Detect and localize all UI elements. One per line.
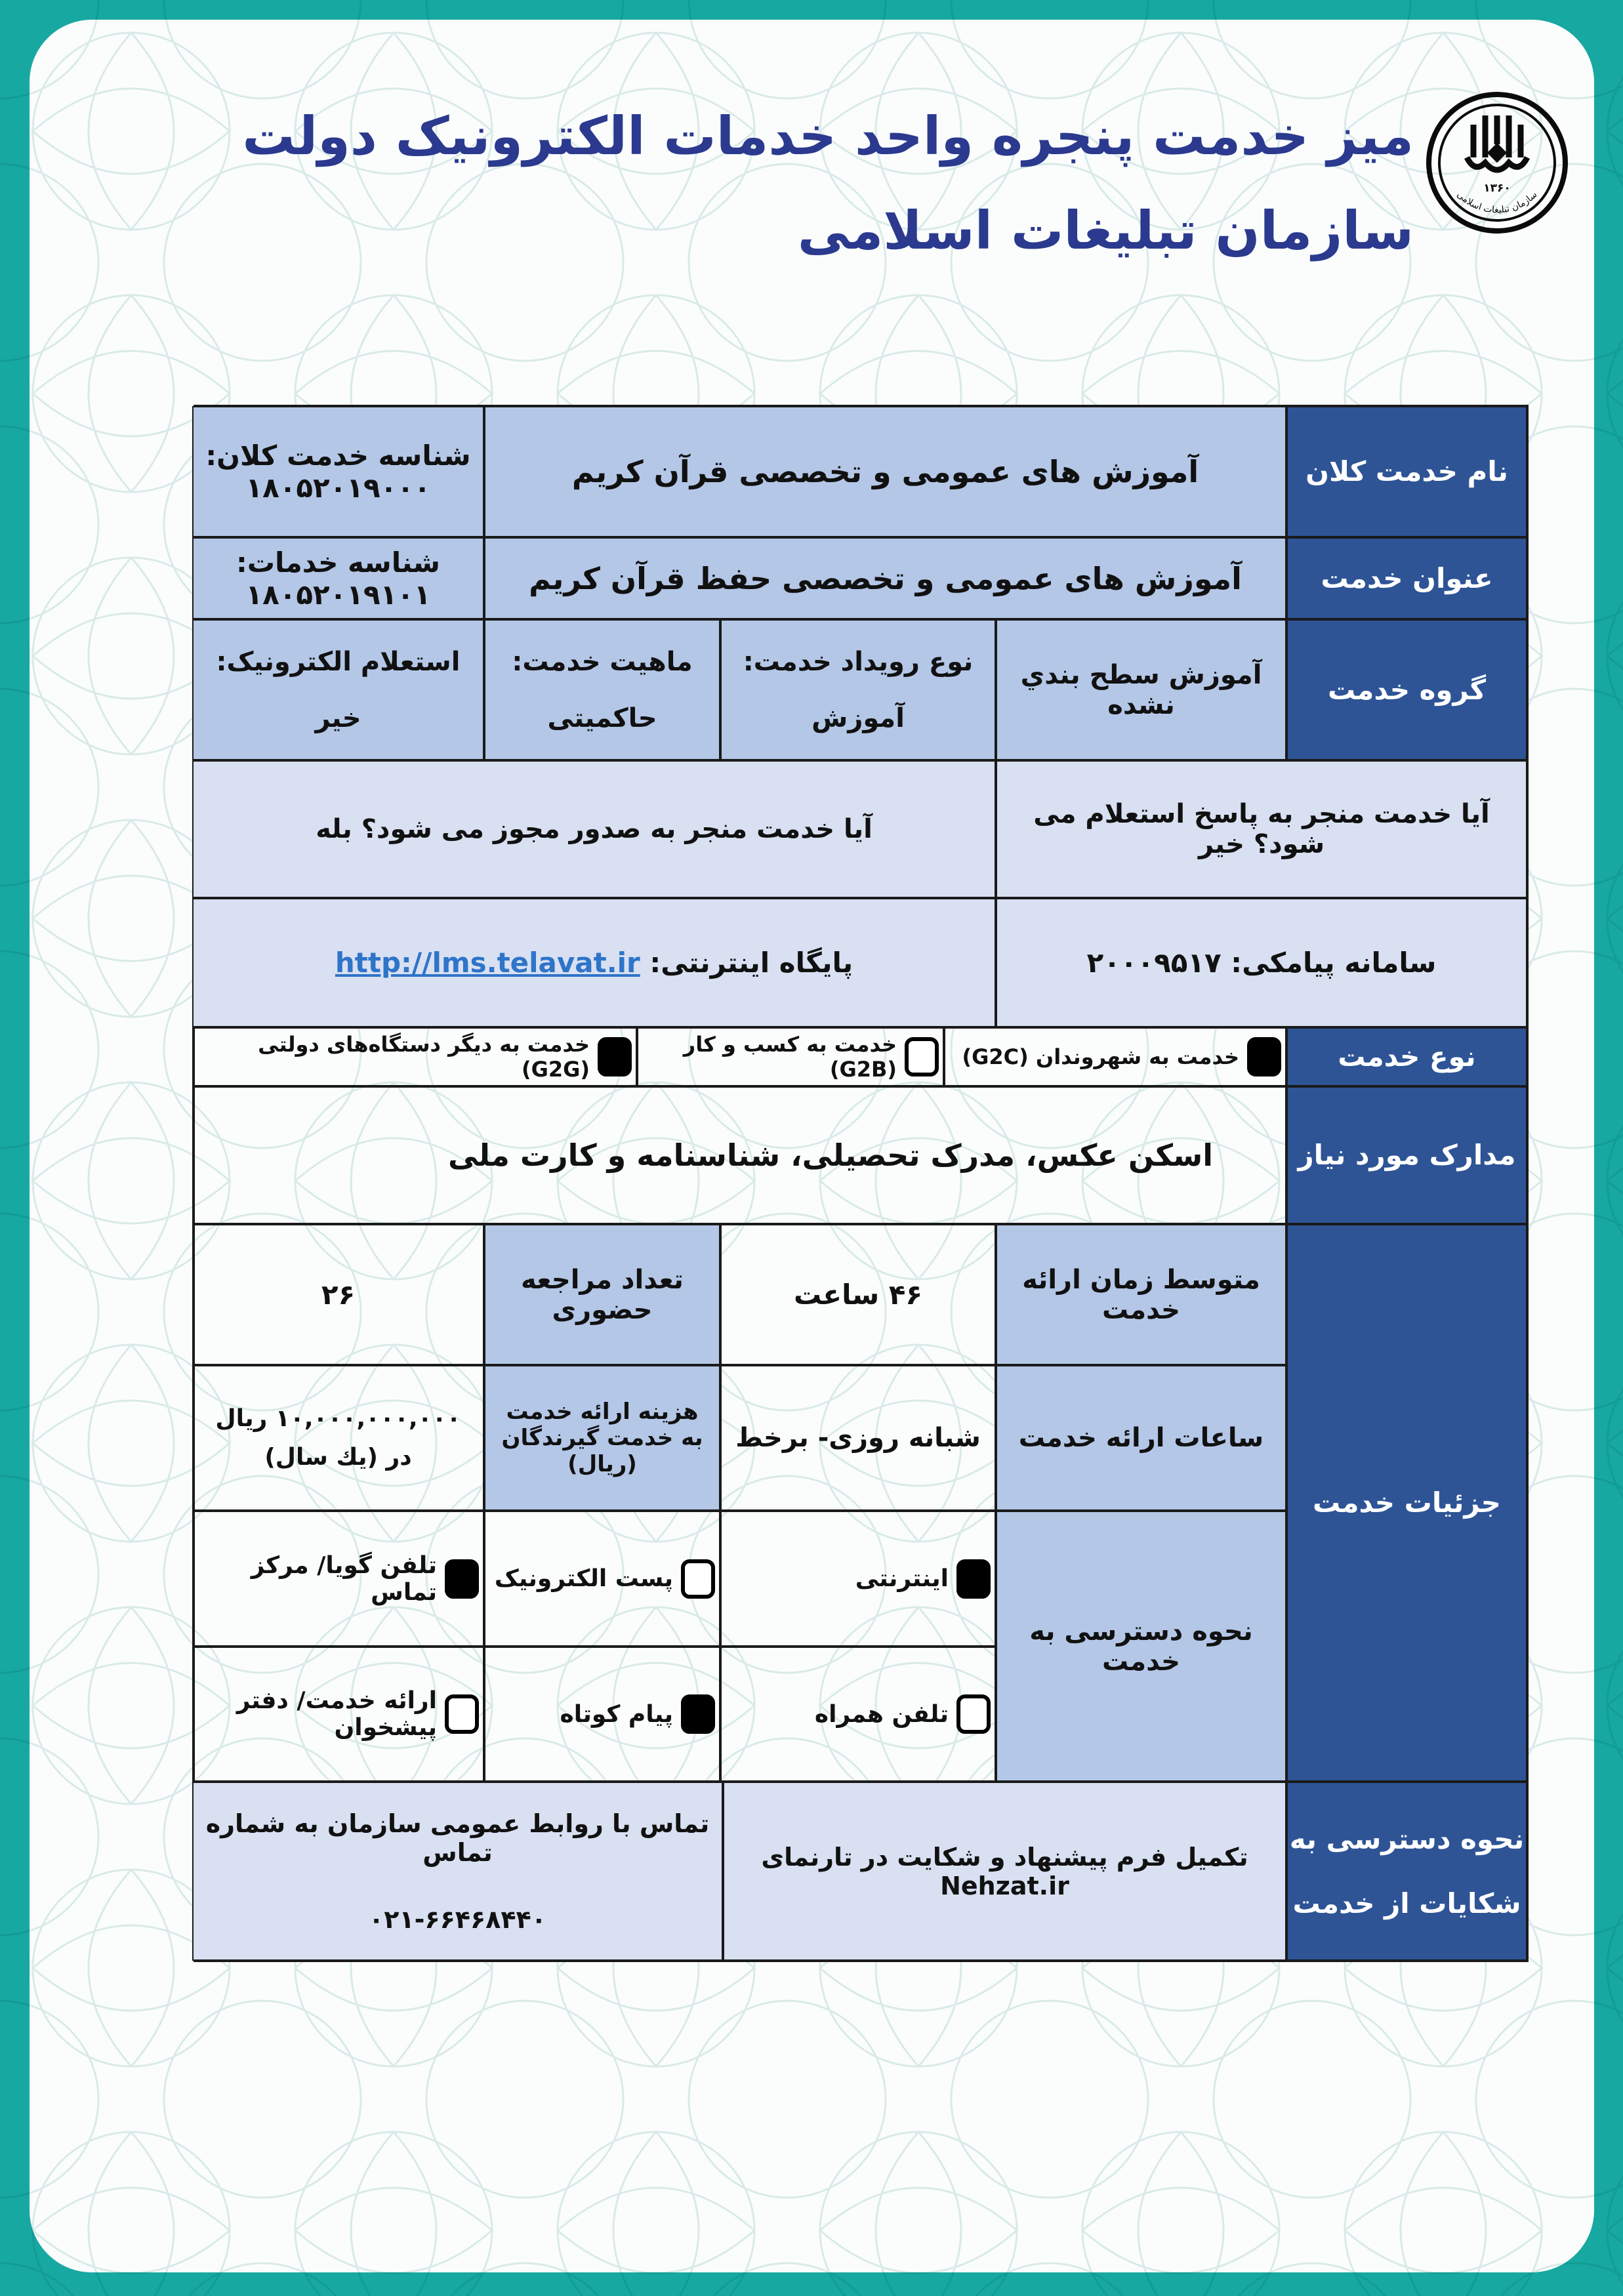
website-cell	[192, 898, 996, 1027]
organization-name: سازمان تبلیغات اسلامی	[797, 200, 1414, 261]
sms-system: سامانه پیامکی: ۲۰۰۰۹۵۱۷	[996, 898, 1527, 1027]
event-type-value: آموزش	[812, 703, 905, 733]
access-counter-label: ارائه خدمت/ دفتر پیشخوان	[236, 1687, 437, 1741]
access-internet	[720, 1511, 996, 1647]
checkbox-sms[interactable]	[681, 1694, 715, 1734]
row-access-1	[192, 1511, 996, 1647]
service-name-id: شناسه خدمت کلان: ۱۸۰۵۲۰۱۹۰۰۰	[192, 406, 484, 537]
service-hours-label: ساعات ارائه خدمت	[996, 1365, 1286, 1511]
service-group-value: آموزش سطح بندي نشده	[996, 619, 1286, 760]
cost-label: هزینه ارائه خدمت به خدمت گیرندگان (ریال)	[484, 1365, 720, 1511]
access-ivr-label: تلفن گویا/ مرکز تماس	[251, 1551, 437, 1606]
access-internet-label: اینترنتی	[855, 1565, 949, 1592]
row-complaints	[195, 1782, 1527, 1961]
access-ivr	[192, 1511, 484, 1647]
service-event-type	[720, 619, 996, 760]
row-inquiry-license	[195, 760, 1527, 898]
organization-emblem-icon	[1418, 84, 1576, 241]
documents-value: اسکن عکس، مدرک تحصیلی، شناسنامه و کارت ملی	[192, 1086, 1286, 1224]
row-access-2	[192, 1647, 996, 1782]
service-table	[194, 405, 1529, 1962]
row-header-service-type: نوع خدمت	[1286, 1027, 1527, 1086]
complaints-header-line1: نحوه دسترسی به	[1289, 1822, 1525, 1855]
complaints-web-form: تکمیل فرم پیشنهاد و شکایت در تارنمای Nehzat.ir	[723, 1782, 1286, 1961]
checkbox-mobile[interactable]	[956, 1694, 991, 1734]
rows-access-methods	[192, 1511, 1286, 1782]
service-name-value: آموزش های عمومی و تخصصی قرآن کریم	[484, 406, 1286, 537]
row-service-type	[195, 1027, 1527, 1086]
service-nature-label: ماهیت خدمت:	[512, 646, 693, 677]
row-header-documents: مدارک مورد نیاز	[1286, 1086, 1527, 1224]
service-title-id: شناسه خدمات: ۱۸۰۵۲۰۱۹۱۰۱	[192, 537, 484, 619]
cost-value-period: در (یك سال)	[264, 1444, 412, 1471]
service-type-g2c-label: خدمت به شهروندان (G2C)	[962, 1044, 1239, 1069]
row-header-service-group: گروه خدمت	[1286, 619, 1527, 760]
row-service-title	[195, 537, 1527, 619]
complaints-phone-line1: تماس با روابط عمومی سازمان به شماره تماس	[205, 1809, 710, 1867]
row-documents	[195, 1086, 1527, 1224]
rows-service-details	[195, 1224, 1527, 1782]
access-email-label: پست الکترونیک	[494, 1565, 673, 1592]
row-hours-cost	[192, 1365, 1286, 1511]
access-counter	[192, 1647, 484, 1782]
inquiry-question: آیا خدمت منجر به پاسخ استعلام می شود؟ خیر	[996, 760, 1527, 898]
access-email	[484, 1511, 720, 1647]
complaints-header-line2: شکایات از خدمت	[1292, 1887, 1521, 1919]
electronic-inquiry	[192, 619, 484, 760]
page-title: میز خدمت پنجره واحد خدمات الکترونیک دولت	[242, 106, 1414, 167]
access-sms	[484, 1647, 720, 1782]
access-method-label: نحوه دسترسی به خدمت	[996, 1511, 1286, 1782]
access-sms-label: پیام کوتاه	[560, 1700, 673, 1728]
organization-logo	[1418, 84, 1576, 241]
service-type-g2c	[944, 1027, 1286, 1086]
row-header-service-title: عنوان خدمت	[1286, 537, 1527, 619]
complaints-phone-number: ۰۲۱-۶۶۴۶۸۴۴۰	[369, 1904, 546, 1934]
row-avg-time	[192, 1224, 1286, 1365]
logo-year: ۱۳۶۰	[1483, 182, 1511, 195]
row-service-name	[195, 406, 1527, 537]
complaints-phone	[192, 1782, 723, 1961]
service-type-g2b-label: خدمت به کسب و کار (G2B)	[683, 1032, 897, 1082]
checkbox-g2b[interactable]	[905, 1037, 939, 1076]
service-type-g2b	[637, 1027, 944, 1086]
checkbox-email[interactable]	[681, 1559, 715, 1599]
website-link[interactable]: http://lms.telavat.ir	[335, 947, 640, 979]
electronic-inquiry-label: استعلام الکترونیک:	[216, 646, 461, 677]
row-service-group	[195, 619, 1527, 760]
service-hours-value: شبانه روزی- برخط	[720, 1365, 996, 1511]
service-type-g2g-label: خدمت به دیگر دستگاه‌های دولتی (G2G)	[258, 1032, 590, 1082]
row-header-complaints	[1286, 1782, 1527, 1961]
access-mobile-label: تلفن همراه	[814, 1700, 949, 1728]
row-header-service-name: نام خدمت کلان	[1286, 406, 1527, 537]
service-type-g2g	[192, 1027, 637, 1086]
row-header-service-details: جزئیات خدمت	[1286, 1224, 1527, 1782]
service-title-value: آموزش های عمومی و تخصصی حفظ قرآن کریم	[484, 537, 1286, 619]
avg-time-label: متوسط زمان ارائه خدمت	[996, 1224, 1286, 1365]
event-type-label: نوع رویداد خدمت:	[743, 646, 974, 677]
checkbox-counter[interactable]	[445, 1694, 479, 1734]
checkbox-ivr[interactable]	[445, 1559, 479, 1599]
electronic-inquiry-value: خیر	[315, 703, 361, 733]
visits-value: ۲۶	[192, 1224, 484, 1365]
row-sms-website	[195, 898, 1527, 1027]
service-nature	[484, 619, 720, 760]
cost-value	[192, 1365, 484, 1511]
access-mobile	[720, 1647, 996, 1782]
details-grid	[192, 1224, 1286, 1782]
checkbox-g2g[interactable]	[598, 1037, 632, 1076]
access-grid	[192, 1511, 996, 1782]
checkbox-internet[interactable]	[956, 1559, 991, 1599]
service-nature-value: حاکمیتی	[547, 703, 657, 733]
checkbox-g2c[interactable]	[1247, 1037, 1281, 1076]
cost-value-amount: ۱۰,۰۰۰,۰۰۰,۰۰۰ ریال	[215, 1405, 461, 1432]
visits-label: تعداد مراجعه حضوری	[484, 1224, 720, 1365]
logo-caption: سازمان تبلیغات اسلامی	[1454, 189, 1540, 216]
website-label: پایگاه اینترنتی:	[649, 947, 853, 979]
avg-time-value: ۴۶ ساعت	[720, 1224, 996, 1365]
license-question: آیا خدمت منجر به صدور مجوز می شود؟ بله	[192, 760, 996, 898]
